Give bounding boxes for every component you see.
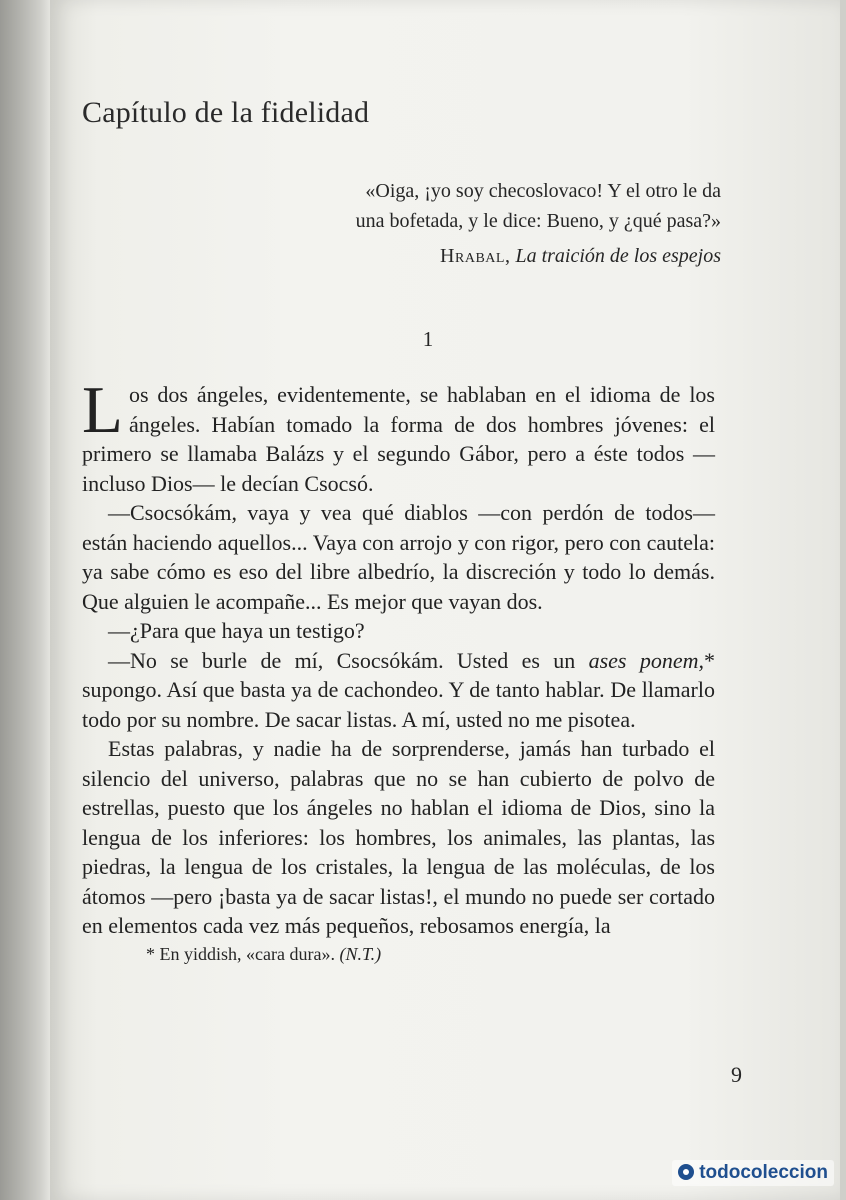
section-number: 1	[422, 327, 434, 351]
chapter-title: Capítulo de la fidelidad	[82, 96, 370, 129]
body-text	[82, 373, 715, 941]
epigraph-author: Hrabal,	[440, 245, 511, 267]
paragraph-4-end: * supongo. Así que basta ya de cachondeo. Y de tanto hablar. De llamarlo todo por su nombre. De sacar listas. A mí, usted no me pisotea.	[82, 647, 715, 732]
footnote-note: (N.T.)	[339, 944, 382, 964]
paragraph-4	[82, 646, 715, 735]
paragraph-1-text: os dos ángeles, evidentemente, se hablaban en el idioma de los ángeles. Habían tomado la forma de dos hombres jóvenes: el primero se llamaba Balázs y el segundo Gábor, pero a éste todos —incluso Dios— le decían Csocsó.	[82, 382, 715, 496]
page-edge	[840, 0, 846, 1200]
watermark	[672, 1160, 834, 1186]
footnote-text: * En yiddish, «cara dura».	[146, 944, 335, 964]
page-number: 9	[731, 1062, 742, 1087]
epigraph	[251, 176, 721, 236]
paragraph-3: —¿Para que haya un testigo?	[108, 618, 365, 643]
book-gutter	[0, 0, 50, 1200]
watermark-text: todocoleccion	[699, 1162, 828, 1183]
epigraph-attribution	[440, 245, 721, 268]
paragraph-4-start: —No se burle de mí, Csocsókám. Usted es un	[108, 647, 589, 673]
epigraph-work: La traición de los espejos	[515, 245, 721, 267]
footnote	[146, 944, 381, 965]
epigraph-line-2: una bofetada, y le dice: Bueno, y ¿qué pasa?»	[355, 210, 721, 232]
todocoleccion-logo-icon	[678, 1164, 694, 1180]
paragraph-5: Estas palabras, y nadie ha de sorprenderse, jamás han turbado el silencio del universo, palabras que no se han cubierto de polvo de estrellas, puesto que los ángeles no hablan el idioma de Dios, sino la lengua de los inferiores: los hombres, los animales, las plantas, las piedras, la lengua de los cristales, la lengua de las moléculas, de los átomos —pero ¡basta ya de sacar listas!, el mundo no puede ser cortado en elementos cada vez más pequeños, rebosamos energía, la	[82, 736, 715, 938]
paragraph-4-italic: ases ponem,	[588, 647, 704, 673]
epigraph-line-1: «Oiga, ¡yo soy checoslovaco! Y el otro le da	[365, 180, 721, 202]
paragraph-2: —Csocsókám, vaya y vea qué diablos —con perdón de todos— están haciendo aquellos... Vaya con arrojo y con rigor, pero con cautela: ya sabe cómo es eso del libre albedrío, la discreción y todo lo demás. Que alguien le acompañe... Es mejor que vayan dos.	[82, 500, 715, 614]
paragraph-1	[82, 373, 715, 498]
drop-cap: L	[82, 373, 123, 447]
